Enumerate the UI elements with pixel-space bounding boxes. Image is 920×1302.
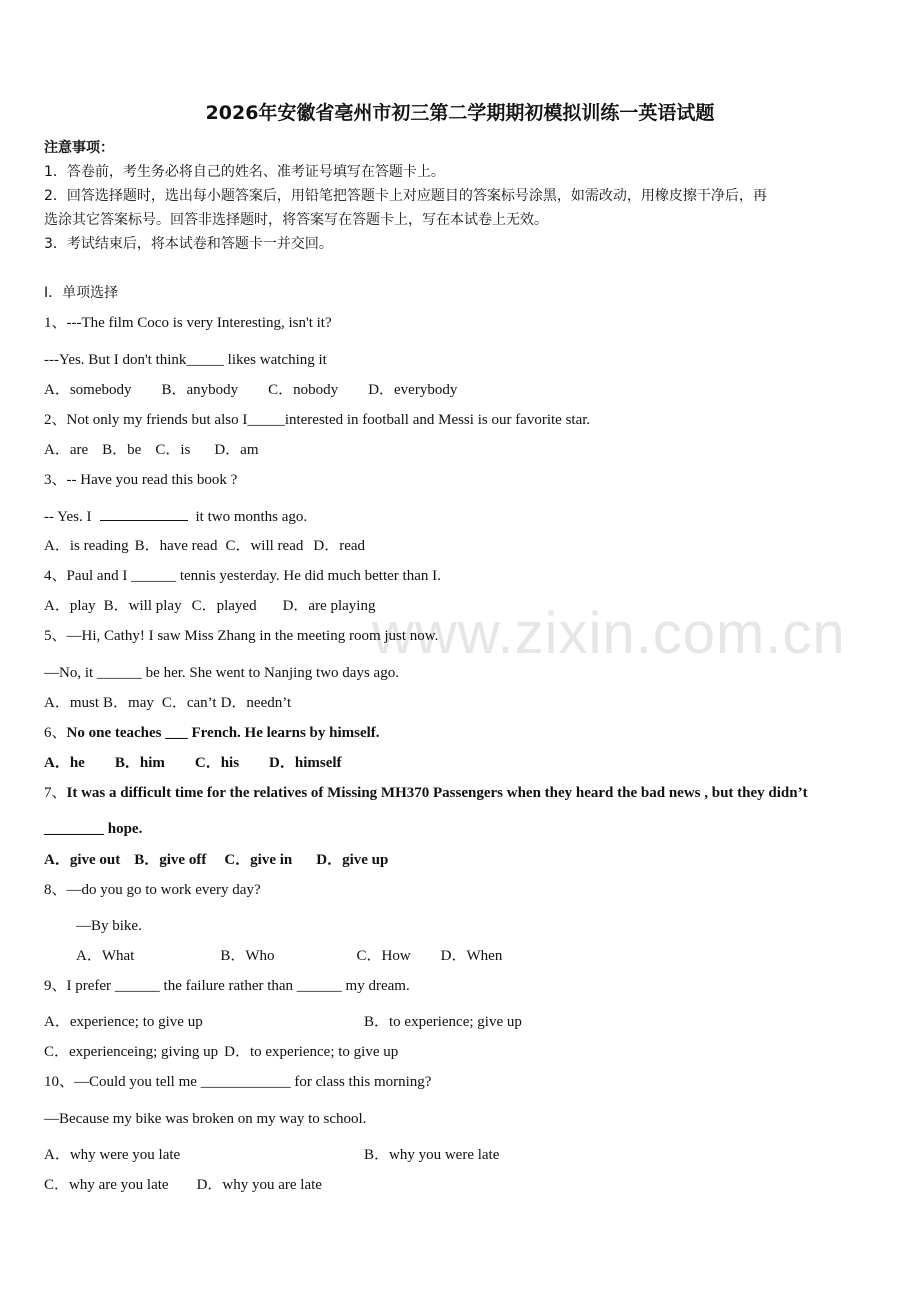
answer-blank [100, 506, 188, 521]
option-a: A．must [44, 695, 100, 711]
option-c: C．played [191, 598, 257, 614]
notice-heading: 注意事项： [44, 140, 114, 156]
option-c: C．can’t [161, 695, 217, 711]
question-7-line2: ________ hope. [44, 821, 143, 837]
page-title: 2026年安徽省亳州市初三第二学期期初模拟训练一英语试题 [205, 102, 715, 124]
option-d: D．why you are late [196, 1177, 322, 1193]
question-9-options-cd [44, 1042, 398, 1062]
watermark: www.zixin.com.cn [372, 601, 846, 666]
question-3-stem: 3、-- Have you read this book ? [44, 472, 238, 488]
option-b: B．him [114, 755, 165, 771]
question-6-stem: 6、No one teaches ___ French. He learns by himself. [44, 725, 380, 741]
question-5-stem: 5、—Hi, Cathy! I saw Miss Zhang in the meeting room just now. [44, 628, 439, 644]
question-6-options [44, 753, 342, 773]
question-7-stem: 7、It was a difficult time for the relatives of Missing MH370 Passengers when they heard the bad news , but they didn’t [44, 785, 808, 801]
option-d: D．am [214, 442, 259, 458]
option-b: B．have read [134, 538, 218, 554]
option-b: B．will play [103, 598, 182, 614]
option-d: D．himself [269, 755, 342, 771]
option-b: B．Who [220, 948, 275, 964]
option-a: A．What [76, 948, 135, 964]
option-d: D．to experience; to give up [224, 1044, 399, 1060]
option-a: A．give out [44, 852, 121, 868]
question-9-option-b: B．to experience; give up [364, 1014, 522, 1030]
question-1-line2: ---Yes. But I don't think_____ likes watching it [44, 352, 327, 368]
notice-item-3: 3．考试结束后，将本试卷和答题卡一并交回。 [44, 236, 333, 252]
option-c: C．his [194, 755, 240, 771]
option-b: B．give off [134, 852, 207, 868]
question-1-options [44, 380, 457, 400]
option-c: C．is [155, 442, 191, 458]
option-a: A．somebody [44, 382, 132, 398]
option-c: C．will read [225, 538, 304, 554]
section-heading: Ⅰ．单项选择 [44, 285, 119, 301]
question-9-option-a: A．experience; to give up [44, 1014, 203, 1030]
question-10-option-a: A．why were you late [44, 1147, 181, 1163]
question-2-options [44, 440, 259, 460]
notice-item-2: 2．回答选择题时，选出每小题答案后，用铅笔把答题卡上对应题目的答案标号涂黑，如需改动，用橡皮擦干净后，再 [44, 188, 767, 204]
question-8-line2: —By bike. [76, 918, 142, 934]
question-9-stem: 9、I prefer ______ the failure rather than ______ my dream. [44, 978, 410, 994]
question-10-line2: —Because my bike was broken on my way to school. [44, 1111, 367, 1127]
question-10-stem: 10、—Could you tell me ____________ for class this morning? [44, 1074, 432, 1090]
question-5-line2: —No, it ______ be her. She went to Nanjing two days ago. [44, 665, 399, 681]
option-d: D．When [440, 948, 503, 964]
notice-item-2-cont: 选涂其它答案标号。回答非选择题时，将答案写在答题卡上，写在本试卷上无效。 [44, 212, 548, 228]
question-8-stem: 8、—do you go to work every day? [44, 882, 261, 898]
question-2-stem: 2、Not only my friends but also I_____interested in football and Messi is our favorite star. [44, 412, 591, 428]
option-d: D．read [313, 538, 366, 554]
question-10-options-cd [44, 1175, 322, 1195]
option-d: D．needn’t [220, 695, 292, 711]
question-3-line2: -- Yes. I it two months ago. [44, 506, 307, 527]
question-1-stem: 1、---The film Coco is very Interesting, isn't it? [44, 315, 332, 331]
notice-item-1: 1．答卷前，考生务必将自己的姓名、准考证号填写在答题卡上。 [44, 164, 445, 180]
option-a: A．is reading [44, 538, 129, 554]
option-a: A．play [44, 598, 96, 614]
question-3-options [44, 536, 365, 556]
option-c: C．why are you late [44, 1177, 169, 1193]
option-b: B．may [103, 695, 154, 711]
question-10-option-b: B．why you were late [364, 1147, 500, 1163]
option-d: D．everybody [368, 382, 458, 398]
option-c: C．give in [224, 852, 293, 868]
question-4-options [44, 596, 375, 616]
question-5-options [44, 693, 291, 713]
option-c: C．How [356, 948, 411, 964]
question-8-options [76, 946, 502, 966]
option-a: A．are [44, 442, 89, 458]
option-b: B．be [102, 442, 142, 458]
option-d: D．give up [316, 852, 389, 868]
option-c: C．experienceing; giving up [44, 1044, 219, 1060]
question-4-stem: 4、Paul and I ______ tennis yesterday. He did much better than I. [44, 568, 441, 584]
option-a: A．he [44, 755, 85, 771]
option-c: C．nobody [268, 382, 339, 398]
option-b: B．anybody [161, 382, 239, 398]
question-7-options [44, 850, 388, 870]
option-d: D．are playing [282, 598, 376, 614]
